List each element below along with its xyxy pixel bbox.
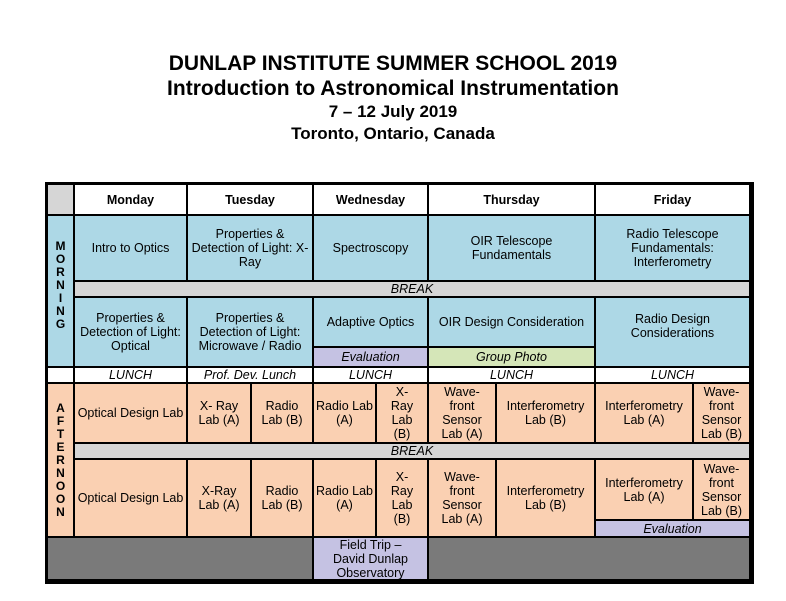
lunch-tuesday: Prof. Dev. Lunch — [188, 368, 314, 384]
wednesday-evaluation: Evaluation — [314, 348, 429, 368]
session-monday-am1: Intro to Optics — [75, 216, 188, 282]
session-thursday-pm1-b: Interferometry Lab (B) — [497, 384, 596, 444]
session-tuesday-pm2-a: X-Ray Lab (A) — [188, 460, 252, 538]
session-wednesday-pm2-a: Radio Lab (A) — [314, 460, 377, 538]
session-friday-am1: Radio Telescope Fundamentals: Interferometry — [596, 216, 751, 282]
session-thursday-pm2-b: Interferometry Lab (B) — [497, 460, 596, 538]
session-monday-pm1: Optical Design Lab — [75, 384, 188, 444]
field-trip: Field Trip – David Dunlap Observatory — [314, 538, 429, 581]
afternoon-break: BREAK — [75, 444, 751, 460]
schedule-table — [45, 182, 754, 584]
session-friday-pm1-b: Wave- front Sensor Lab (B) — [694, 384, 751, 444]
afternoon-label: AFTERNOON — [48, 384, 75, 538]
day-header-thursday: Thursday — [429, 185, 596, 216]
session-thursday-pm1-a: Wave- front Sensor Lab (A) — [429, 384, 497, 444]
session-wednesday-pm1-a: Radio Lab (A) — [314, 384, 377, 444]
day-header-tuesday: Tuesday — [188, 185, 314, 216]
page-subtitle: Introduction to Astronomical Instrumentation — [167, 77, 619, 100]
session-wednesday-pm1-b: X- Ray Lab (B) — [377, 384, 429, 444]
morning-break: BREAK — [75, 282, 751, 298]
session-wednesday-pm2-b: X- Ray Lab (B) — [377, 460, 429, 538]
location: Toronto, Ontario, Canada — [291, 124, 495, 143]
lunch-friday: LUNCH — [596, 368, 751, 384]
day-header-monday: Monday — [75, 185, 188, 216]
session-tuesday-pm1-a: X- Ray Lab (A) — [188, 384, 252, 444]
session-friday-am2: Radio Design Considerations — [596, 298, 751, 368]
lunch-monday: LUNCH — [75, 368, 188, 384]
session-tuesday-pm2-b: Radio Lab (B) — [252, 460, 314, 538]
session-wednesday-am2: Adaptive Optics — [314, 298, 429, 348]
lunch-side-spacer — [48, 368, 75, 384]
morning-label: MORNING — [48, 216, 75, 368]
session-wednesday-am1: Spectroscopy — [314, 216, 429, 282]
lunch-wednesday: LUNCH — [314, 368, 429, 384]
session-tuesday-am1: Properties & Detection of Light: X-Ray — [188, 216, 314, 282]
session-monday-am2: Properties & Detection of Light: Optical — [75, 298, 188, 368]
session-tuesday-am2: Properties & Detection of Light: Microwave / Radio — [188, 298, 314, 368]
session-tuesday-pm1-b: Radio Lab (B) — [252, 384, 314, 444]
evening-empty-left — [48, 538, 314, 581]
dates: 7 – 12 July 2019 — [328, 102, 458, 121]
friday-evaluation: Evaluation — [596, 521, 751, 538]
session-monday-pm2: Optical Design Lab — [75, 460, 188, 538]
session-thursday-am1: OIR Telescope Fundamentals — [429, 216, 596, 282]
day-header-friday: Friday — [596, 185, 751, 216]
page-title: DUNLAP INSTITUTE SUMMER SCHOOL 2019 — [168, 52, 618, 75]
session-thursday-pm2-a: Wave- front Sensor Lab (A) — [429, 460, 497, 538]
session-friday-pm2-a: Interferometry Lab (A) — [596, 460, 694, 521]
thursday-group-photo: Group Photo — [429, 348, 596, 368]
lunch-thursday: LUNCH — [429, 368, 596, 384]
evening-empty-right — [429, 538, 751, 581]
session-friday-pm1-a: Interferometry Lab (A) — [596, 384, 694, 444]
day-header-wednesday: Wednesday — [314, 185, 429, 216]
session-friday-pm2-b: Wave- front Sensor Lab (B) — [694, 460, 751, 521]
session-thursday-am2: OIR Design Consideration — [429, 298, 596, 348]
corner-cell — [48, 185, 75, 216]
